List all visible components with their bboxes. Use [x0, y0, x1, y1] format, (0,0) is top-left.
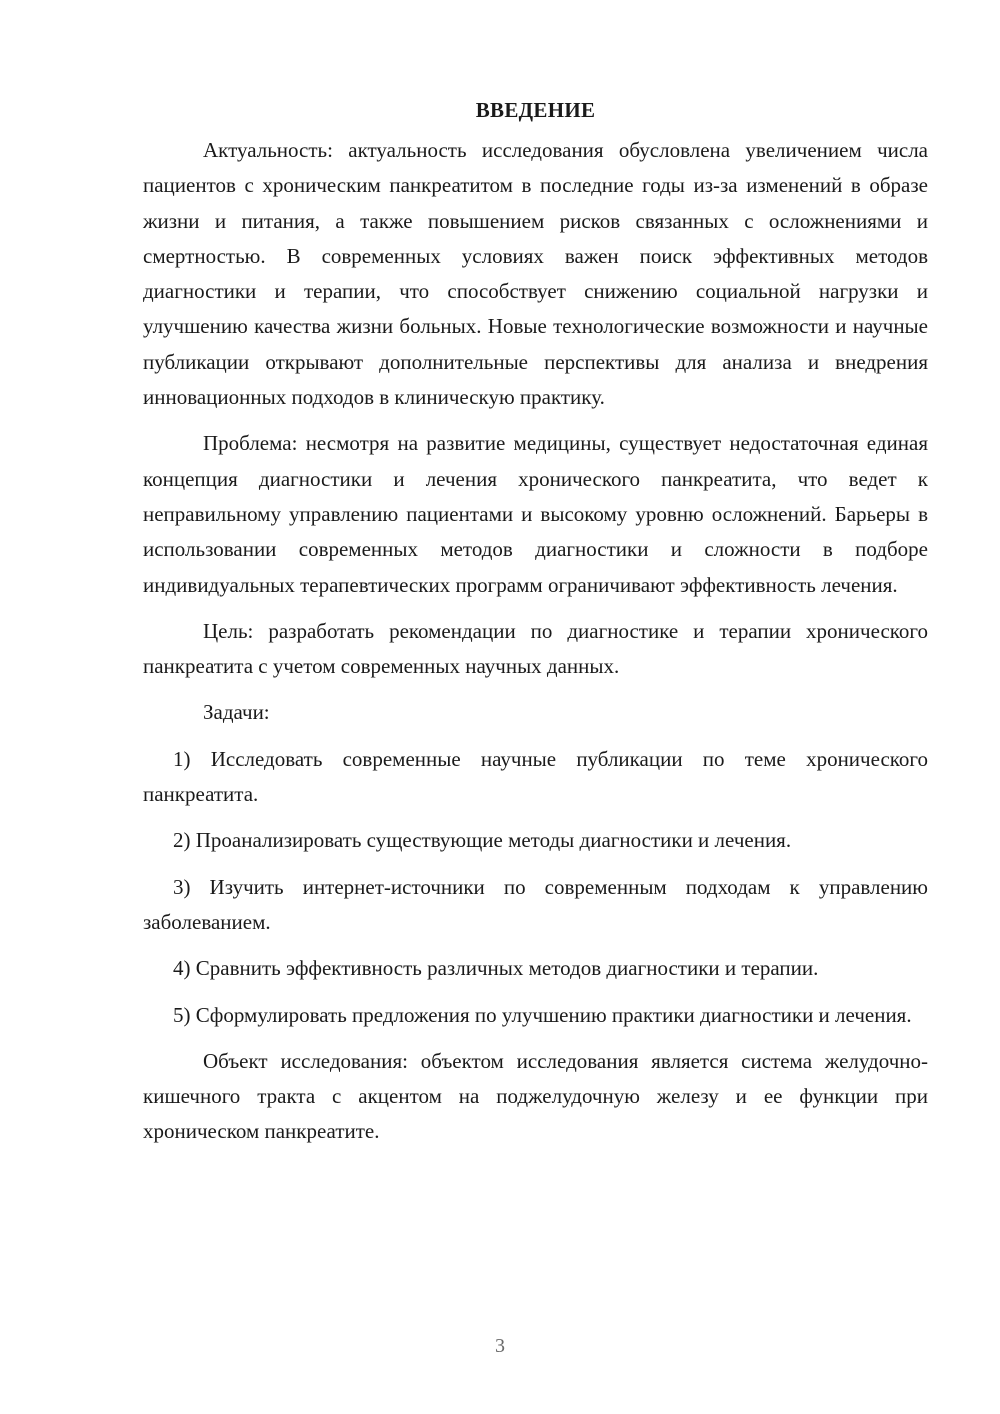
- tasks-heading: Задачи:: [203, 700, 270, 725]
- task-item: 1) Исследовать современные научные публикации по теме хронического панкреатита.: [143, 746, 928, 807]
- page-number: 3: [495, 1335, 505, 1357]
- task-item: 2) Проанализировать существующие методы диагностики и лечения.: [173, 828, 792, 853]
- relevance-paragraph: Актуальность: актуальность исследования обусловлена увеличением числа пациентов с хроническим панкреатитом в последние годы из-за изменений в образе жизни и питания, а также повышением рисков связанных с осложнениями и смертностью. В современных условиях важен поиск эффективных методов диагностики и терапии, что способствует снижению социальной нагрузки и улучшению качества жизни больных. Новые технологические возможности и научные публикации открывают дополнительные перспективы для анализа и внедрения инновационных подходов в клиническую практику.: [143, 138, 928, 410]
- task-item: 3) Изучить интернет-источники по современным подходам к управлению заболеванием.: [143, 874, 928, 934]
- task-item: 4) Сравнить эффективность различных методов диагностики и терапии.: [173, 956, 819, 981]
- object-paragraph: Объект исследования: объектом исследования является система желудочно-кишечного тракта с акцентом на поджелудочную железу и ее функции при хроническом панкреатите.: [143, 1048, 928, 1144]
- section-title: ВВЕДЕНИЕ: [475, 98, 596, 122]
- problem-paragraph: Проблема: несмотря на развитие медицины, существует недостаточная единая концепция диагностики и лечения хронического панкреатита, что ведет к неправильному управлению пациентами и высокому уровню осложнений. Барьеры в использовании современных методов диагностики и сложности в подборе индивидуальных терапевтических программ ограничивают эффективность лечения.: [143, 431, 928, 597]
- document-page: [143, 95, 928, 1161]
- goal-paragraph: Цель: разработать рекомендации по диагностике и терапии хронического панкреатита с учетом современных научных данных.: [143, 618, 928, 679]
- task-item: 5) Сформулировать предложения по улучшению практики диагностики и лечения.: [173, 1002, 912, 1027]
